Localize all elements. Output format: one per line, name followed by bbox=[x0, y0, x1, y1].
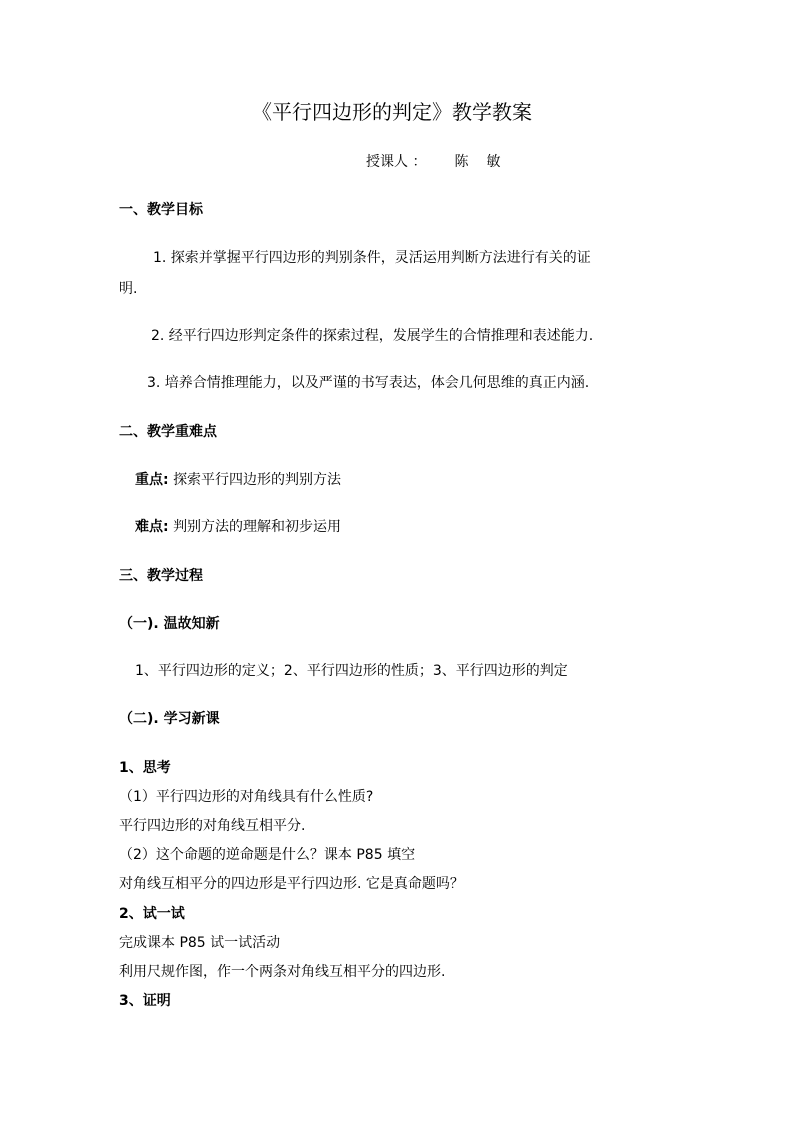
teacher-line bbox=[366, 152, 500, 172]
answer-1: 平行四边形的对角线互相平分. bbox=[119, 818, 306, 834]
objective-2: 2. 经平行四边形判定条件的探索过程，发展学生的合情推理和表述能力. bbox=[151, 328, 594, 344]
objective-3: 3. 培养合情推理能力，以及严谨的书写表达，体会几何思维的真正内涵. bbox=[147, 375, 590, 391]
difficulty-text: 判别方法的理解和初步运用 bbox=[173, 519, 342, 535]
think-heading: 1、思考 bbox=[119, 760, 171, 776]
question-1: （1）平行四边形的对角线具有什么性质? bbox=[119, 789, 374, 805]
try-heading: 2、试一试 bbox=[119, 906, 185, 922]
difficulty-label: 难点: bbox=[135, 519, 169, 535]
answer-2: 对角线互相平分的四边形是平行四边形. 它是真命题吗？ bbox=[119, 876, 464, 892]
keypoints-heading: 二、教学重难点 bbox=[119, 424, 217, 440]
question-2: （2）这个命题的逆命题是什么？课本 P85 填空 bbox=[119, 847, 416, 863]
objectives-heading: 一、教学目标 bbox=[119, 202, 203, 218]
review-text: 1、平行四边形的定义；2、平行四边形的性质；3、平行四边形的判定 bbox=[135, 663, 568, 679]
try-line-1: 完成课本 P85 试一试活动 bbox=[119, 935, 281, 951]
teacher-label: 授课人 ： bbox=[366, 154, 427, 170]
objective-1-line1: 1. 探索并掌握平行四边形的判别条件，灵活运用判断方法进行有关的证 bbox=[153, 250, 591, 266]
review-heading: （一). 温故知新 bbox=[119, 616, 220, 632]
try-line-2: 利用尺规作图，作一个两条对角线互相平分的四边形. bbox=[119, 964, 446, 980]
keypoint-line bbox=[135, 470, 341, 490]
keypoint-label: 重点: bbox=[135, 472, 169, 488]
teacher-name-given: 敏 bbox=[486, 154, 501, 170]
newlesson-heading: （二). 学习新课 bbox=[119, 711, 220, 727]
document-title: 《平行四边形的判定》教学教案 bbox=[252, 100, 532, 124]
difficulty-line bbox=[135, 517, 341, 537]
objective-1-line2: 明. bbox=[119, 281, 138, 297]
keypoint-text: 探索平行四边形的判别方法 bbox=[173, 472, 342, 488]
process-heading: 三、教学过程 bbox=[119, 568, 203, 584]
proof-heading: 3、证明 bbox=[119, 993, 171, 1009]
teacher-name-surname: 陈 bbox=[454, 154, 469, 170]
